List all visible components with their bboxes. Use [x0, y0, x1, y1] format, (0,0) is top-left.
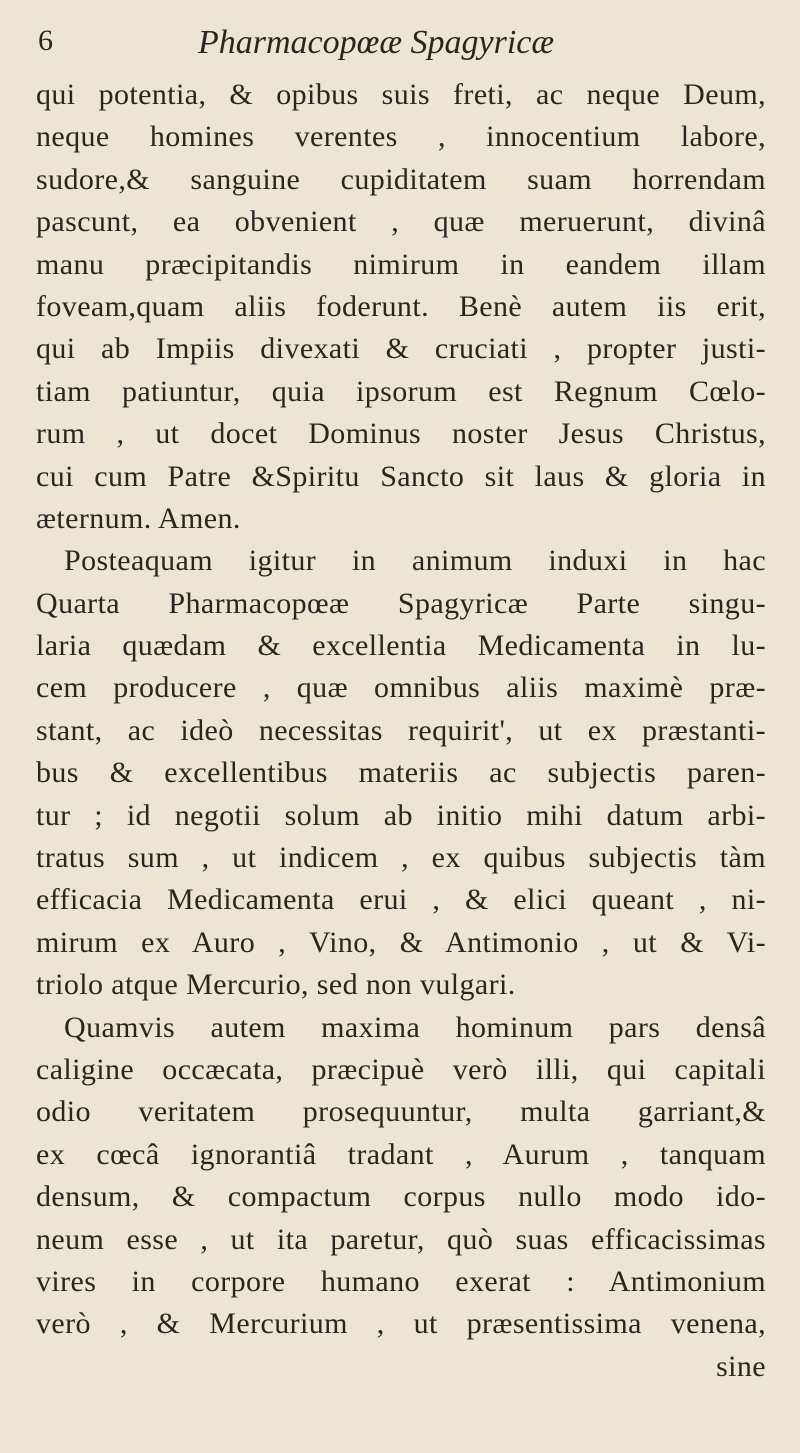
text-line: tur ; id negotii solum ab initio mihi datum arbi- [36, 798, 766, 832]
text-line: caligine occæcata, præcipuè verò illi, qui capitali [36, 1052, 766, 1086]
text-line: ex cœcâ ignorantiâ tradant , Aurum , tanquam [36, 1137, 766, 1171]
text-line: rum , ut docet Dominus noster Jesus Christus, [36, 417, 766, 451]
catchword: sine [716, 1349, 766, 1383]
text-line: pascunt, ea obvenient , quæ meruerunt, divinâ [36, 205, 766, 239]
text-line: manu præcipitandis nimirum in eandem illam [36, 247, 766, 281]
running-head: Pharmacopœæ Spagyricæ [198, 24, 555, 61]
page-number: 6 [38, 24, 53, 57]
text-line: cui cum Patre &Spiritu Sancto sit laus & gloria in [36, 459, 766, 493]
text-line: neum esse , ut ita paretur, quò suas efficacissimas [36, 1222, 766, 1256]
text-line: æternum. Amen. [36, 501, 241, 535]
text-line: Quamvis autem maxima hominum pars densâ [64, 1010, 766, 1044]
body-text [36, 74, 766, 1388]
text-line: triolo atque Mercurio, sed non vulgari. [36, 968, 516, 1002]
text-line: bus & excellentibus materiis ac subjectis paren- [36, 756, 766, 790]
text-line: odio veritatem prosequuntur, multa garriant,& [36, 1095, 766, 1129]
text-line: cem producere , quæ omnibus aliis maximè præ- [36, 671, 766, 705]
text-line: densum, & compactum corpus nullo modo ido- [36, 1180, 766, 1214]
text-line: sudore,& sanguine cupiditatem suam horrendam [36, 162, 766, 196]
text-line: tratus sum , ut indicem , ex quibus subjectis tàm [36, 841, 766, 875]
text-line: qui potentia, & opibus suis freti, ac neque Deum, [36, 78, 766, 111]
text-line: Quarta Pharmacopœæ Spagyricæ Parte singu- [36, 586, 766, 620]
text-line: tiam patiuntur, quia ipsorum est Regnum Cœlo- [36, 374, 766, 408]
page-header [38, 24, 760, 72]
text-line: verò , & Mercurium , ut præsentissima venena, [36, 1307, 766, 1341]
text-line: stant, ac ideò necessitas requirit', ut ex præstanti- [36, 713, 766, 747]
text-line: laria quædam & excellentia Medicamenta in lu- [36, 629, 766, 663]
text-line: mirum ex Auro , Vino, & Antimonio , ut & Vi- [36, 925, 766, 959]
text-line: neque homines verentes , innocentium labore, [36, 120, 766, 154]
text-line: qui ab Impiis divexati & cruciati , propter justi- [36, 332, 766, 366]
text-line: Posteaquam igitur in animum induxi in hac [64, 544, 766, 578]
text-line: vires in corpore humano exerat : Antimonium [36, 1264, 766, 1298]
text-line: foveam,quam aliis foderunt. Benè autem iis erit, [36, 289, 766, 323]
text-line: efficacia Medicamenta erui , & elici queant , ni- [36, 883, 766, 917]
